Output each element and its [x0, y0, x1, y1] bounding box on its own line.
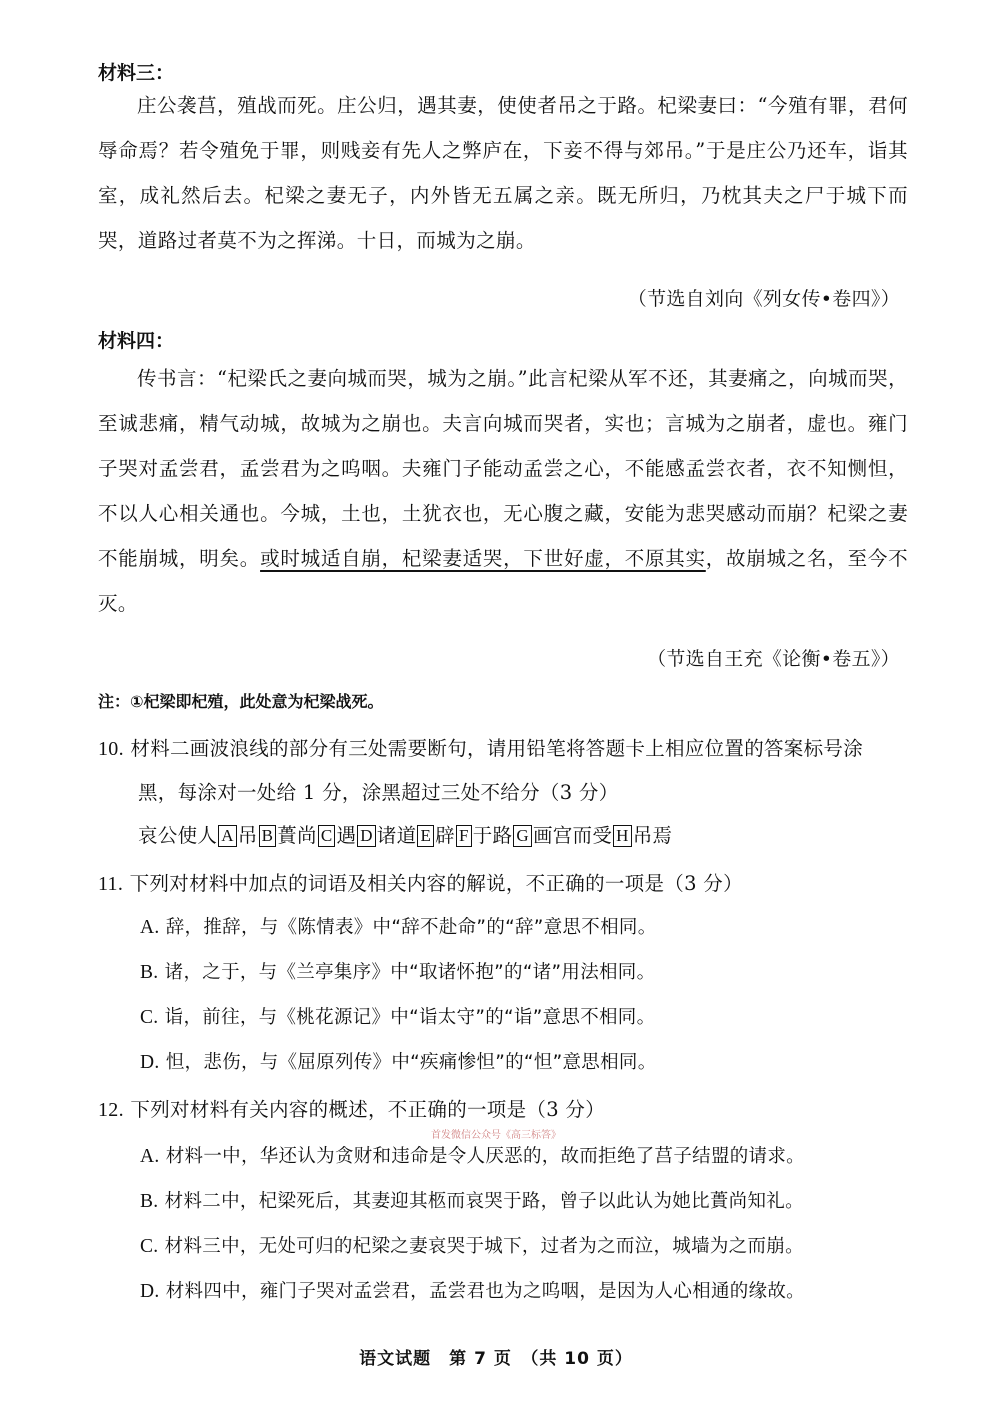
watermark-text: 首发微信公众号《高三标答》 [431, 1130, 561, 1141]
question-12 [98, 1094, 605, 1122]
question-11-option-b[interactable] [140, 958, 655, 984]
question-11-stem: 下列对材料中加点的词语及相关内容的解说，不正确的一项是（3 分） [129, 872, 743, 895]
option-text: 怛，悲伤，与《屈原列传》中“疾痛惨怛”的“怛”意思相同。 [165, 1052, 657, 1073]
segment: 蕢尚 [277, 824, 317, 847]
question-10 [98, 733, 863, 761]
marker-a[interactable]: A [218, 825, 237, 847]
option-text: 材料四中，雍门子哭对孟尝君，孟尝君也为之呜咽，是因为人心相通的缘故。 [165, 1281, 805, 1302]
material3-heading: 材料三： [98, 62, 175, 84]
question-10-break-options [138, 820, 672, 848]
question-12-stem: 下列对材料有关内容的概述，不正确的一项是（3 分） [130, 1098, 606, 1121]
segment: 辟 [435, 824, 455, 847]
annotation-note: 注：①杞梁即杞殖，此处意为杞梁战死。 [98, 692, 384, 711]
material4-underlined-text: 或时城适自崩，杞梁妻适哭，下世好虚，不原其实 [260, 547, 706, 570]
question-11-option-d[interactable] [140, 1048, 657, 1074]
option-text: 诸，之于，与《兰亭集序》中“取诸怀抱”的“诸”用法相同。 [164, 962, 656, 983]
option-text: 辞，推辞，与《陈情表》中“辞不赴命”的“辞”意思不相同。 [165, 917, 657, 938]
option-letter: A. [140, 1146, 160, 1167]
option-text: 材料三中，无处可归的杞梁之妻哀哭于城下，过者为之而泣，城墙为之而崩。 [164, 1236, 804, 1257]
material4-heading: 材料四： [98, 330, 175, 352]
question-12-option-c[interactable] [140, 1232, 804, 1258]
question-12-option-d[interactable] [140, 1277, 805, 1303]
question-number: 10. [98, 738, 124, 760]
segment: 于路 [472, 824, 513, 847]
option-letter: B. [140, 1191, 159, 1212]
option-letter: A. [140, 917, 160, 938]
marker-d[interactable]: D [357, 825, 376, 847]
question-12-option-b[interactable] [140, 1187, 804, 1213]
material4-text-tail: ，故崩城之名，至今不灭。 [98, 547, 908, 615]
question-number: 12. [98, 1099, 124, 1121]
option-text: 材料一中，华还认为贪财和违命是令人厌恶的，故而拒绝了莒子结盟的请求。 [165, 1146, 805, 1167]
segment: 吊焉 [632, 824, 673, 847]
marker-f[interactable]: F [456, 825, 472, 847]
option-text: 诣，前往，与《桃花源记》中“诣太守”的“诣”意思不相同。 [164, 1007, 656, 1028]
marker-e[interactable]: E [417, 825, 434, 847]
segment: 吊 [237, 824, 258, 847]
option-letter: D. [140, 1052, 160, 1073]
marker-b[interactable]: B [259, 825, 277, 847]
segment: 遇 [336, 824, 357, 847]
option-letter: C. [140, 1236, 159, 1257]
question-10-line1: 材料二画波浪线的部分有三处需要断句，请用铅笔将答题卡上相应位置的答案标号涂 [130, 737, 864, 760]
material4-text [98, 356, 908, 626]
marker-h[interactable]: H [613, 825, 632, 847]
marker-g[interactable]: G [513, 825, 532, 847]
page-footer: 语文试题 第 7 页 （共 10 页） [359, 1349, 633, 1369]
question-10-line2: 黑，每涂对一处给 1 分，涂黑超过三处不给分（3 分） [138, 781, 619, 804]
material4-source: （节选自王充《论衡•卷五》） [647, 648, 900, 670]
question-11 [98, 868, 743, 896]
question-12-option-a[interactable] [140, 1142, 805, 1168]
option-letter: C. [140, 1007, 159, 1028]
segment: 哀公使人 [138, 824, 218, 847]
material3-text: 庄公袭莒，殖战而死。庄公归，遇其妻，使使者吊之于路。杞梁妻曰：“今殖有罪，君何辱命焉？若令殖免于罪，则贱妾有先人之弊庐在，下妾不得与郊吊。”于是庄公乃还车，诣其室，成礼然后去。杞梁之妻无子，内外皆无五属之亲。既无所归，乃枕其夫之尸于城下而哭，道路过者莫不为之挥涕。十日，而城为之崩。 [98, 94, 908, 252]
question-11-option-a[interactable] [140, 913, 657, 939]
question-11-option-c[interactable] [140, 1003, 655, 1029]
material3-source: （节选自刘向《列女传•卷四》） [627, 288, 900, 310]
option-letter: D. [140, 1281, 160, 1302]
segment: 诸道 [376, 824, 417, 847]
marker-c[interactable]: C [318, 825, 336, 847]
question-number: 11. [98, 873, 124, 895]
option-letter: B. [140, 962, 159, 983]
material4-text-main: 传书言：“杞梁氏之妻向城而哭，城为之崩。”此言杞梁从军不还，其妻痛之，向城而哭，至诚悲痛，精气动城，故城为之崩也。夫言向城而哭者，实也；言城为之崩者，虚也。雍门子哭对孟尝君，孟尝君为之呜咽。夫雍门子能动孟尝之心，不能感孟尝衣者，衣不知恻怛，不以人心相关通也。今城，土也，土犹衣也，无心腹之藏，安能为悲哭感动而崩？杞梁之妻不能崩城，明矣。 [98, 367, 908, 570]
segment: 画宫而受 [532, 824, 613, 847]
option-text: 材料二中，杞梁死后，其妻迎其柩而哀哭于路，曾子以此认为她比蕢尚知礼。 [164, 1191, 804, 1212]
